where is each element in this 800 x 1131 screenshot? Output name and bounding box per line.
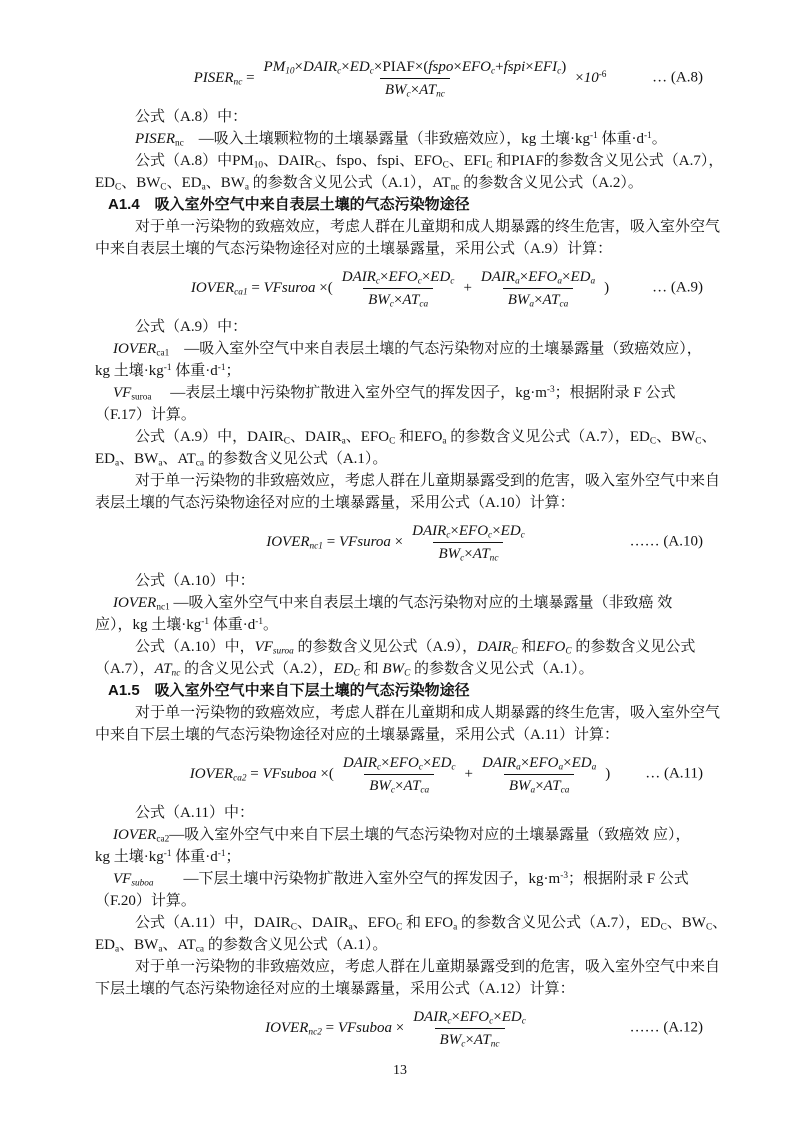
para-a11-def-vf-2: （F.20）计算。 [95, 893, 196, 909]
formula-a8-multiplier: $\times 10^{-6}$ [575, 69, 607, 86]
formula-a11-close-paren: ) [605, 765, 611, 782]
formula-a10-fraction [407, 521, 530, 564]
formula-a12-label: …… (A.12) [629, 1019, 703, 1036]
para-a11-def-vf-1: $VF_{suboa}$ —下层土壤中污染物扩散进入室外空气的挥发因子，$kg\cdot m^{-3}$；根据附录 F 公式 [113, 870, 689, 889]
para-a9-params-1: 公式（A.9）中，$DAIR_C$、$DAIR_a$、$EFO_C$ 和$EFO_a$ 的参数含义见公式（A.7），$ED_C$、$BW_C$、 [135, 429, 717, 447]
formula-a11-f1-numerator: $DAIR_c\times EFO_c\times ED_c$ [342, 754, 456, 772]
formula-a10-numerator: $DAIR_c\times EFO_c\times ED_c$ [412, 522, 525, 540]
para-a10-params-1: 公式（A.10）中，$VF_{suroa}$ 的参数含义见公式（A.9），$DAIR_C$ 和$EFO_C$ 的参数含义见公式 [135, 639, 696, 657]
section-heading-a1-4: A1.4 吸入室外空气中来自表层土壤的气态污染物途径 [108, 196, 470, 213]
formula-a9-label: … (A.9) [652, 279, 703, 296]
formula-a9-f1-denominator: $BW_c\times AT_{ca}$ [363, 288, 433, 310]
formula-a12-lhs: $IOVER_{nc2}$ = VFsuboa × [265, 1019, 405, 1037]
para-a9-def-iover-2: kg 土壤$\cdot kg^{-1}$ 体重$\cdot d^{-1}$； [95, 362, 241, 379]
para-a12-intro-2: 下层土壤的气态污染物途径对应的土壤暴露量，采用公式（A.12）计算： [95, 981, 575, 997]
section-heading-a1-5: A1.5 吸入室外空气中来自下层土壤的气态污染物途径 [108, 682, 470, 699]
para-a11-intro: 公式（A.11）中： [135, 805, 255, 821]
formula-a11-label: … (A.11) [645, 765, 703, 782]
formula-a12 [95, 1005, 705, 1051]
para-a8-params-2: $ED_C$、$BW_C$、$ED_a$、$BW_a$ 的参数含义见公式（A.1），$AT_{nc}$ 的参数含义见公式（A.2）。 [95, 175, 643, 193]
para-a10-def-iover-2: 应），kg 土壤$\cdot kg^{-1}$ 体重$\cdot d^{-1}$。 [95, 616, 279, 633]
para-a9-def-vf-2: （F.17）计算。 [95, 407, 196, 423]
formula-a8-fraction [259, 57, 572, 100]
formula-a11-lhs: $IOVER_{ca2}$ = VFsuboa ×( [189, 765, 334, 783]
formula-a9-close-paren: ) [604, 279, 610, 296]
formula-a9-f1-numerator: $DAIR_c\times EFO_c\times ED_c$ [341, 268, 455, 286]
para-a9-def-vf-1: $VF_{suroa}$ —表层土壤中污染物扩散进入室外空气的挥发因子，$kg\cdot m^{-3}$；根据附录 F 公式 [113, 384, 676, 403]
formula-a9-fraction-1 [337, 267, 460, 310]
para-a9-intro: 公式（A.9）中： [135, 319, 248, 335]
formula-a11 [95, 751, 705, 797]
para-a12-intro-1: 对于单一污染物的非致癌效应，考虑人群在儿童期暴露受到的危害，吸入室外空气中来自 [135, 959, 721, 975]
para-a10-params-2: （A.7），$AT_{nc}$ 的含义见公式（A.2），$ED_C$ 和 $BW_C$ 的参数含义见公式（A.1）。 [95, 661, 594, 679]
para-a10-intro-1: 对于单一污染物的非致癌效应，考虑人群在儿童期暴露受到的危害，吸入室外空气中来自 [135, 473, 721, 489]
para-a14-intro-1: 对于单一污染物的致癌效应，考虑人群在儿童期和成人期暴露的终生危害，吸入室外空气 [135, 219, 721, 235]
para-a15-intro-2: 中来自下层土壤的气态污染物途径对应的土壤暴露量，采用公式（A.11）计算： [95, 727, 620, 743]
formula-a9-f2-denominator: $BW_a\times AT_{ca}$ [503, 288, 574, 310]
para-a9-params-2: $ED_a$、$BW_a$、$AT_{ca}$ 的参数含义见公式（A.1）。 [95, 451, 388, 469]
para-a11-params-1: 公式（A.11）中，$DAIR_C$、$DAIR_a$、$EFO_C$ 和 $EFO_a$ 的参数含义见公式（A.7），$ED_C$、$BW_C$、 [135, 915, 728, 933]
formula-a12-fraction [408, 1007, 531, 1050]
formula-a11-plus-sign: + [464, 765, 474, 782]
formula-a9-f2-numerator: $DAIR_a\times EFO_a\times ED_a$ [480, 268, 596, 286]
formula-a10-label: …… (A.10) [629, 533, 703, 550]
para-a11-def-iover-1: $IOVER_{ca2}—$吸入室外空气中来自下层土壤的气态污染物对应的土壤暴露量（致癌效 应）， [113, 827, 691, 845]
para-a9-def-iover-1: $IOVER_{ca1}$ —吸入室外空气中来自表层土壤的气态污染物对应的土壤暴露量（致癌效应）， [113, 341, 702, 359]
para-a10-def-intro: 公式（A.10）中： [135, 573, 255, 589]
para-a11-def-iover-2: kg 土壤$\cdot kg^{-1}$ 体重$\cdot d^{-1}$； [95, 848, 241, 865]
formula-a9 [95, 265, 705, 311]
para-a10-def-iover-1: $IOVER_{nc1}$ —吸入室外空气中来自表层土壤的气态污染物对应的土壤暴露量（非致癌 效 [113, 595, 673, 613]
formula-a9-lhs: $IOVER_{ca1}$ = VFsuroa ×( [190, 279, 333, 297]
formula-a12-numerator: $DAIR_c\times EFO_c\times ED_c$ [413, 1008, 526, 1026]
formula-a8 [95, 55, 705, 101]
formula-a11-f2-numerator: $DAIR_a\times EFO_a\times ED_a$ [482, 754, 597, 772]
formula-a11-fraction-2 [477, 753, 601, 796]
para-a8-params-1: 公式（A.8）中$PM_{10}$、$DAIR_C$、fspo、fspi、$EFO_C$、$EFI_C$ 和PIAF的参数含义见公式（A.7）， [135, 153, 724, 171]
para-a11-params-2: $ED_a$、$BW_a$、$AT_{ca}$ 的参数含义见公式（A.1）。 [95, 937, 388, 955]
para-a15-intro-1: 对于单一污染物的致癌效应，考虑人群在儿童期和成人期暴露的终生危害，吸入室外空气 [135, 705, 721, 721]
formula-a12-denominator: $BW_c\times AT_{nc}$ [435, 1028, 505, 1050]
formula-a9-plus-sign: + [463, 279, 472, 296]
formula-a11-f2-denominator: $BW_a\times AT_{ca}$ [504, 774, 575, 796]
formula-a8-denominator: $BW_c\times AT_{nc}$ [380, 78, 450, 100]
para-a10-intro-2: 表层土壤的气态污染物途径对应的土壤暴露量，采用公式（A.10）计算： [95, 495, 575, 511]
formula-a9-fraction-2 [476, 267, 600, 310]
para-a14-intro-2: 中来自表层土壤的气态污染物途径对应的土壤暴露量，采用公式（A.9）计算： [95, 241, 613, 257]
formula-a10 [95, 519, 705, 565]
formula-a8-numerator: $PM_{10}\times DAIR_c\times ED_c\times PIAF\times(fspo\times EFO_c+fspi\times EFI_c)$ [263, 58, 567, 76]
formula-a8-lhs: $PISER_{nc}$ = [193, 69, 255, 87]
formula-a10-denominator: $BW_c\times AT_{nc}$ [433, 542, 503, 564]
para-a8-def-piser: $PISER_{nc}$ —吸入土壤颗粒物的土壤暴露量（非致癌效应），kg 土壤$\cdot kg^{-1}$ 体重$\cdot d^{-1}$。 [135, 130, 667, 149]
formula-a10-lhs: $IOVER_{nc1}$ = VFsuroa × [266, 533, 404, 551]
formula-a8-label: … (A.8) [652, 69, 703, 86]
formula-a11-fraction-1 [338, 753, 461, 796]
formula-a11-f1-denominator: $BW_c\times AT_{ca}$ [364, 774, 434, 796]
page-number: 13 [393, 1063, 407, 1078]
para-a8-intro: 公式（A.8）中： [135, 109, 248, 125]
